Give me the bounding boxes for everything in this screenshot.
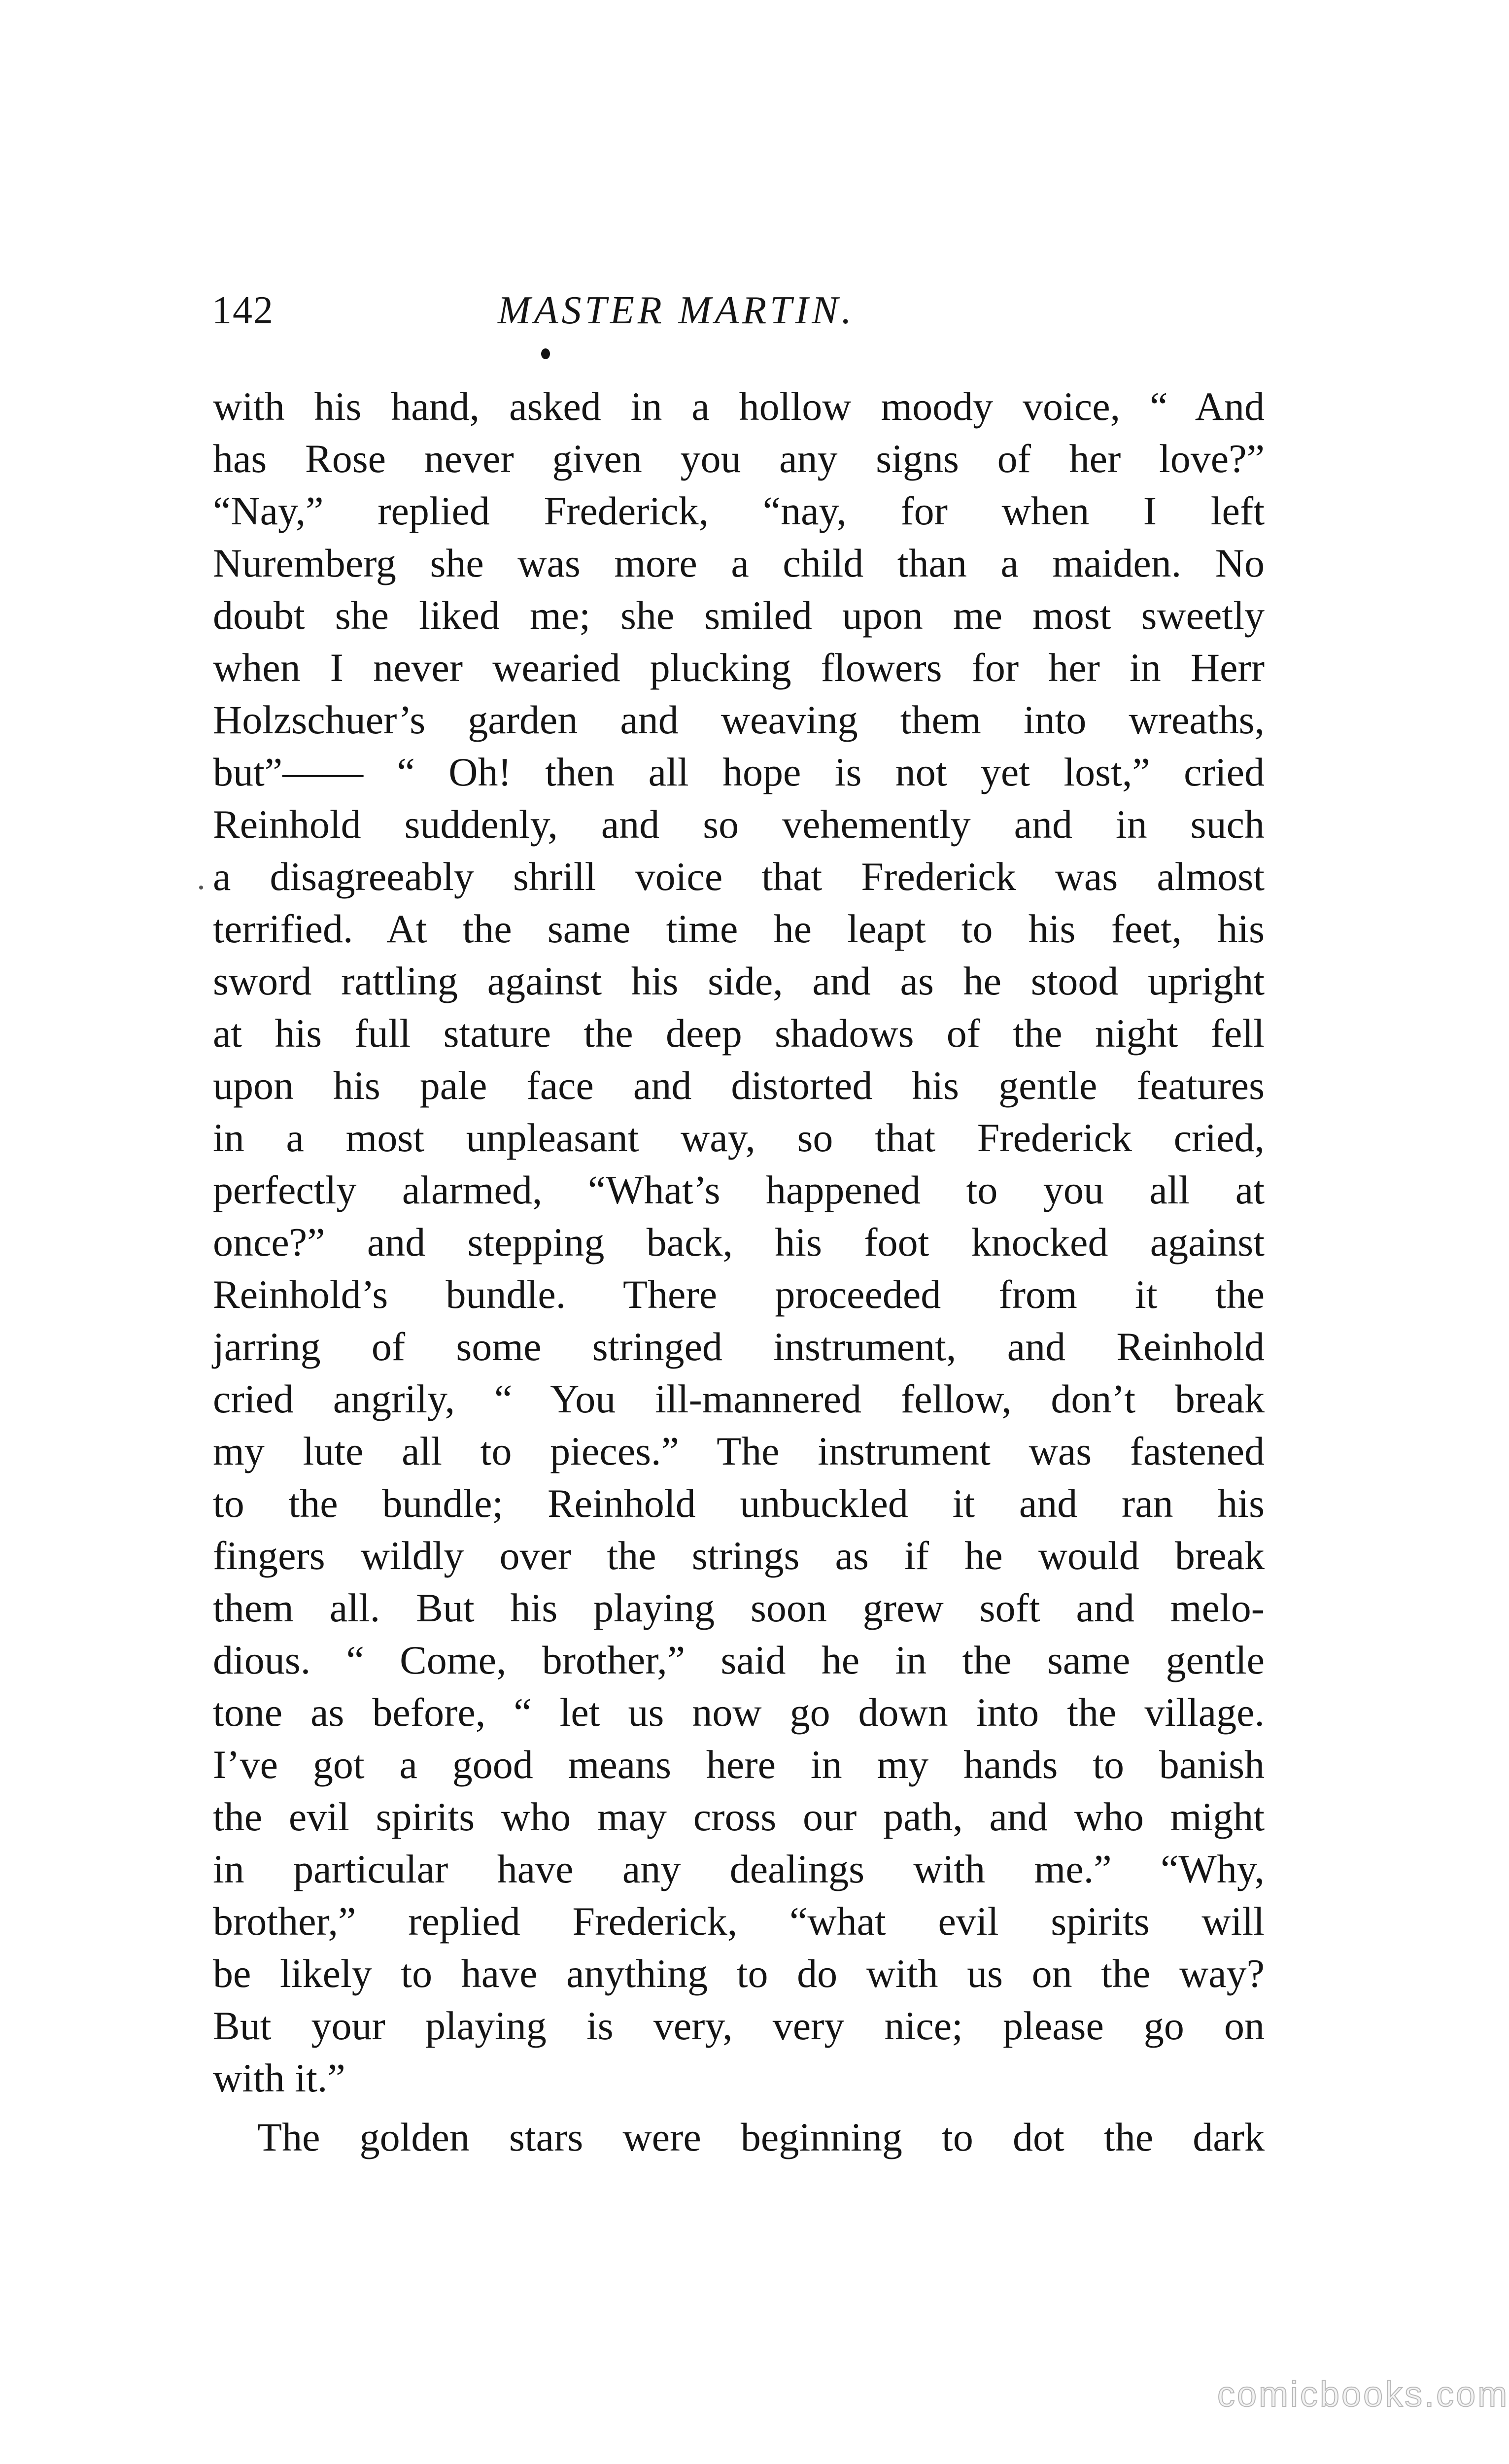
text-line: the evil spirits who may cross our path, and who might [213,1794,1265,1839]
site-watermark: comicbooks.com [1217,2375,1509,2414]
text-line: “Nay,” replied Frederick, “nay, for when I left [213,488,1265,533]
text-line: fingers wildly over the strings as if he would break [213,1533,1265,1578]
text-line: upon his pale face and distorted his gentle features [213,1063,1265,1108]
text-line: a disagreeably shrill voice that Frederick was almost [213,854,1265,899]
text-line: Reinhold’s bundle. There proceeded from it the [213,1272,1265,1317]
text-line: with it.” [213,2055,345,2100]
text-line: be likely to have anything to do with us on the way? [213,1951,1265,1996]
text-line: terrified. At the same time he leapt to his feet, his [213,906,1265,951]
body-text [213,380,1265,2163]
text-line: has Rose never given you any signs of her love?” [213,436,1265,481]
text-line: perfectly alarmed, “What’s happened to you all at [213,1167,1265,1212]
text-line: dious. “ Come, brother,” said he in the same gentle [213,1638,1265,1682]
text-line: at his full stature the deep shadows of the night fell [213,1011,1265,1056]
running-head: MASTER MARTIN. [498,289,855,332]
text-line: I’ve got a good means here in my hands to banish [213,1742,1265,1787]
text-line: Holzschuer’s garden and weaving them into wreaths, [213,697,1265,742]
text-line: my lute all to pieces.” The instrument was fastened [213,1429,1265,1473]
text-line: tone as before, “ let us now go down into the village. [213,1690,1265,1735]
text-line: jarring of some stringed instrument, and Reinhold [213,1324,1265,1369]
text-line: in a most unpleasant way, so that Frederick cried, [213,1115,1265,1160]
text-line: when I never wearied plucking flowers for her in Herr [213,645,1265,690]
text-line: Nuremberg she was more a child than a maiden. No [213,541,1265,585]
text-line: sword rattling against his side, and as he stood upright [213,958,1265,1003]
text-line: with his hand, asked in a hollow moody voice, “ And [213,384,1265,429]
text-line: to the bundle; Reinhold unbuckled it and ran his [213,1481,1265,1526]
text-line: but”—— “ Oh! then all hope is not yet lost,” cried [213,750,1265,794]
page-number: 142 [212,289,274,332]
text-line: doubt she liked me; she smiled upon me most sweetly [213,593,1265,638]
paragraph-opening-line: The golden stars were beginning to dot the dark [257,2115,1265,2159]
paragraph-gap [213,2104,1265,2111]
print-speck [541,348,550,359]
text-line: cried angrily, “ You ill-mannered fellow, don’t break [213,1376,1265,1421]
text-line: once?” and stepping back, his foot knocked against [213,1220,1265,1265]
text-line: But your playing is very, very nice; please go on [213,2003,1265,2048]
text-line: brother,” replied Frederick, “what evil spirits will [213,1899,1265,1944]
text-line: Reinhold suddenly, and so vehemently and in such [213,802,1265,847]
text-line: in particular have any dealings with me.” “Why, [213,1847,1265,1891]
text-line: them all. But his playing soon grew soft and melo- [213,1585,1265,1630]
print-speck [199,886,203,890]
